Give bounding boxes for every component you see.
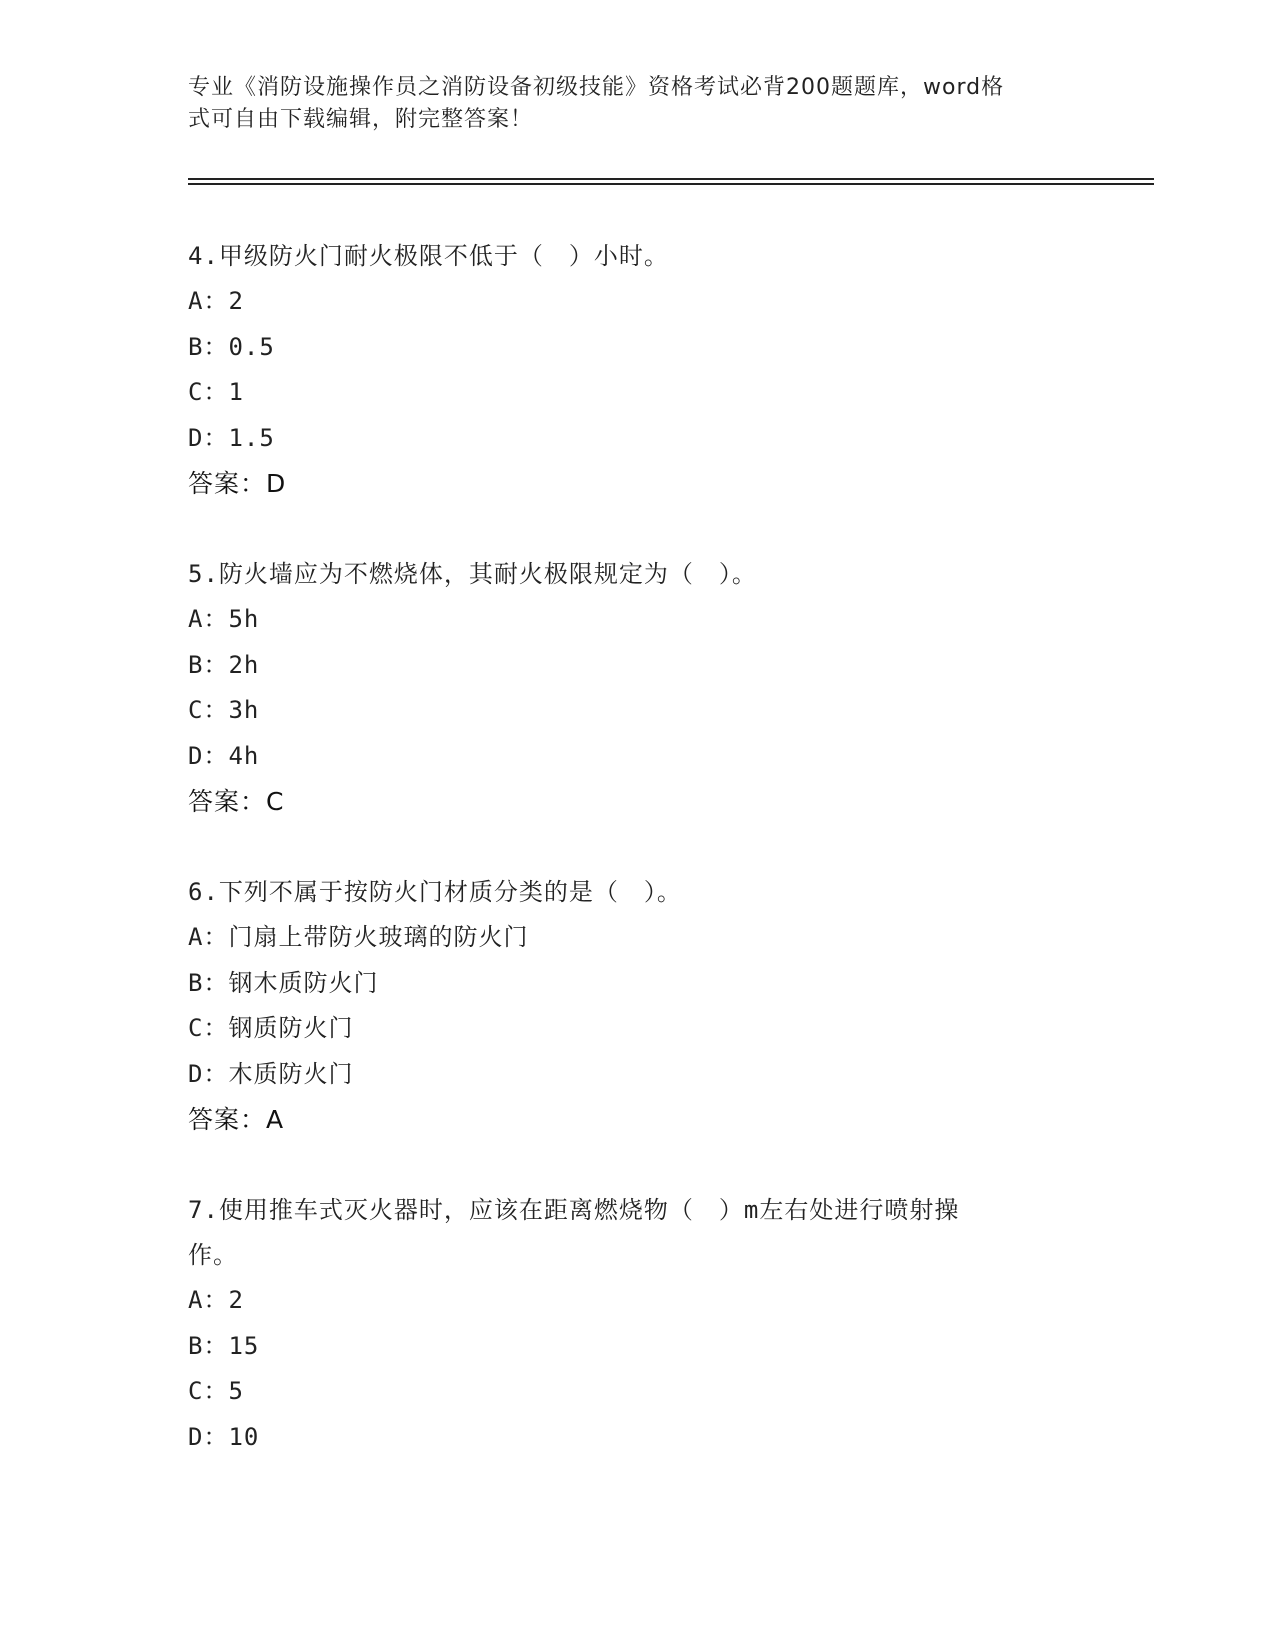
option-d: D：4h (188, 741, 260, 770)
option-b: B：15 (188, 1331, 260, 1360)
question-5 (188, 552, 1088, 824)
header-line-1: 专业《消防设施操作员之消防设备初级技能》资格考试必背200题题库，word格 (188, 75, 1005, 100)
option-c: C：1 (188, 378, 244, 406)
header-divider-bottom (188, 183, 1154, 185)
option-b: B：钢木质防火门 (188, 968, 379, 997)
question-7 (188, 1188, 1088, 1460)
answer: 答案：D (188, 469, 287, 498)
question-stem: 4.甲级防火门耐火极限不低于（ ）小时。 (188, 242, 669, 270)
option-b: B：2h (188, 650, 260, 679)
question-stem: 5.防火墙应为不燃烧体，其耐火极限规定为（ ）。 (188, 560, 757, 588)
question-stem: 6.下列不属于按防火门材质分类的是（ ）。 (188, 878, 682, 906)
document-header (188, 72, 1068, 136)
question-4 (188, 234, 1088, 506)
answer: 答案：C (188, 787, 285, 816)
question-6 (188, 870, 1088, 1142)
header-line-2: 式可自由下载编辑，附完整答案！ (188, 107, 534, 132)
option-a: A：2 (188, 287, 244, 315)
option-d: D：10 (188, 1422, 260, 1451)
option-d: D：1.5 (188, 423, 275, 452)
option-d: D：木质防火门 (188, 1059, 354, 1088)
option-a: A：门扇上带防火玻璃的防火门 (188, 923, 529, 951)
question-stem: 7.使用推车式灭火器时，应该在距离燃烧物（ ）m左右处进行喷射操 (188, 1196, 960, 1224)
option-b: B：0.5 (188, 332, 275, 361)
question-stem-continued: 作。 (188, 1241, 238, 1269)
answer: 答案：A (188, 1105, 285, 1134)
option-c: C：5 (188, 1377, 244, 1405)
option-c: C：钢质防火门 (188, 1014, 354, 1042)
option-a: A：2 (188, 1286, 244, 1314)
header-divider-top (188, 178, 1154, 180)
option-a: A：5h (188, 605, 260, 633)
option-c: C：3h (188, 696, 260, 724)
